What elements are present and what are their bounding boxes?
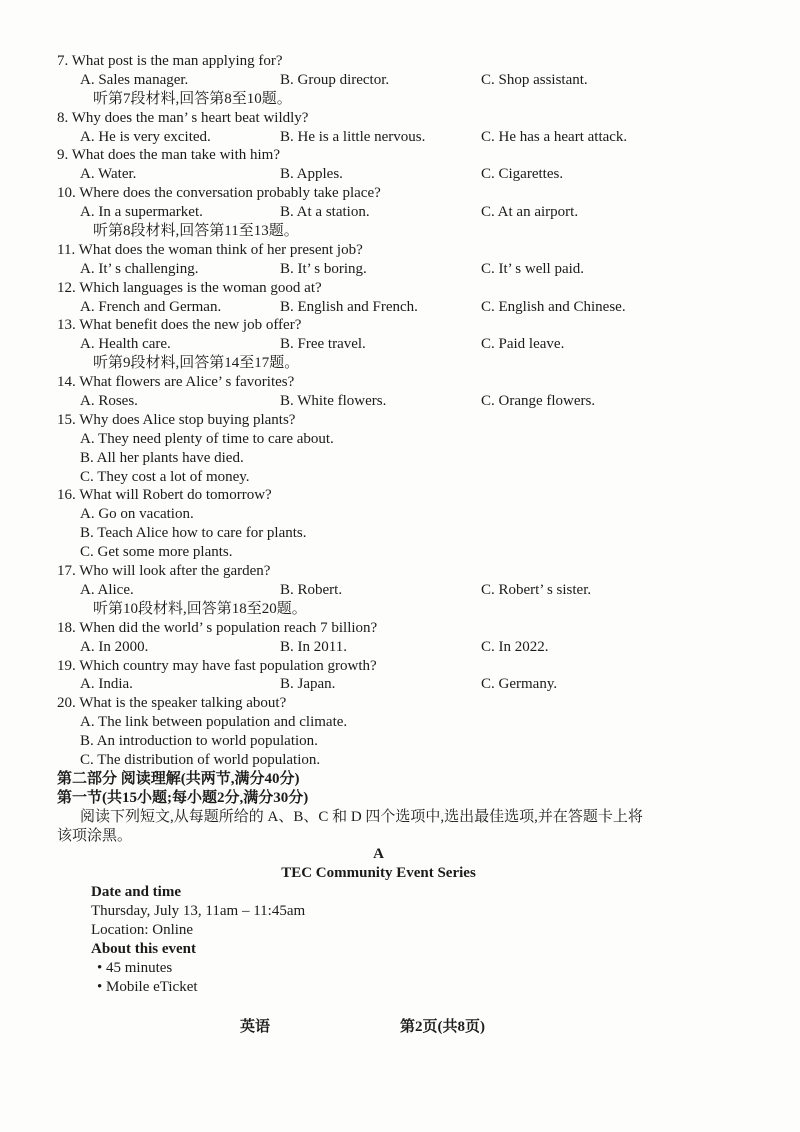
question-9-option-b: B. Apples. xyxy=(280,166,343,183)
question-stem xyxy=(0,411,800,430)
question-9-option-c: C. Cigarettes. xyxy=(481,166,564,183)
date-value: Thursday, July 13, 11am – 11:45am xyxy=(91,903,306,920)
question-18-option-a: A. In 2000. xyxy=(80,638,149,655)
question-18-option-c: C. In 2022. xyxy=(481,638,549,655)
question-11-stem: 11. What does the woman think of her present job? xyxy=(57,241,363,258)
question-11-option-a: A. It’ s challenging. xyxy=(80,260,199,277)
question-15-option-a: A. They need plenty of time to care about. xyxy=(80,430,334,447)
question-8-option-c: C. He has a heart attack. xyxy=(481,128,628,145)
question-stem xyxy=(0,279,800,298)
question-stem xyxy=(0,241,800,260)
question-13-option-c: C. Paid leave. xyxy=(481,336,565,353)
question-18-stem: 18. When did the world’ s population reach 7 billion? xyxy=(57,619,378,636)
date-heading: Date and time xyxy=(91,884,181,901)
directions-text-2: 该项涂黑。 xyxy=(57,827,133,844)
part-two-heading-line xyxy=(0,770,800,789)
question-stem xyxy=(0,373,800,392)
listening-instruction xyxy=(0,222,800,241)
listening-instruction xyxy=(0,90,800,109)
option-row xyxy=(0,260,800,279)
listening-instruction xyxy=(0,354,800,373)
passage-title-line xyxy=(0,864,800,883)
question-12-option-b: B. English and French. xyxy=(280,298,418,315)
option-row xyxy=(0,203,800,222)
question-16-option-c: C. Get some more plants. xyxy=(80,544,233,561)
question-15-option-c: C. They cost a lot of money. xyxy=(80,468,250,485)
location-line xyxy=(0,921,800,940)
question-8-option-b: B. He is a little nervous. xyxy=(280,128,426,145)
bullet-line xyxy=(0,959,800,978)
bullet-item: • Mobile eTicket xyxy=(97,978,198,997)
option-row xyxy=(0,165,800,184)
option-row xyxy=(0,71,800,90)
option-line xyxy=(0,732,800,751)
question-14-option-c: C. Orange flowers. xyxy=(481,393,596,410)
option-row xyxy=(0,392,800,411)
question-20-option-b: B. An introduction to world population. xyxy=(80,733,318,750)
question-16-stem: 16. What will Robert do tomorrow? xyxy=(57,487,272,504)
question-stem xyxy=(0,562,800,581)
option-line xyxy=(0,543,800,562)
bullet-line xyxy=(0,978,800,997)
question-16-option-a: A. Go on vacation. xyxy=(80,506,194,523)
question-15-option-b: B. All her plants have died. xyxy=(80,449,244,466)
section-one-heading: 第一节(共15小题;每小题2分,满分30分) xyxy=(57,789,309,806)
question-stem xyxy=(0,52,800,71)
question-9-stem: 9. What does the man take with him? xyxy=(57,147,281,164)
instruction-material-7: 听第7段材料,回答第8至10题。 xyxy=(93,90,292,107)
listening-instruction xyxy=(0,600,800,619)
question-13-stem: 13. What benefit does the new job offer? xyxy=(57,317,302,334)
question-8-stem: 8. Why does the man’ s heart beat wildly? xyxy=(57,109,309,126)
question-20-option-a: A. The link between population and climate. xyxy=(80,714,348,731)
option-row xyxy=(0,298,800,317)
question-17-stem: 17. Who will look after the garden? xyxy=(57,563,271,580)
question-11-option-b: B. It’ s boring. xyxy=(280,260,367,277)
question-17-option-a: A. Alice. xyxy=(80,581,134,598)
question-13-option-b: B. Free travel. xyxy=(280,336,366,353)
question-stem xyxy=(0,146,800,165)
part-two-heading: 第二部分 阅读理解(共两节,满分40分) xyxy=(57,770,300,787)
option-line xyxy=(0,713,800,732)
passage-title: TEC Community Event Series xyxy=(281,865,476,882)
option-line xyxy=(0,751,800,770)
question-20-option-c: C. The distribution of world population. xyxy=(80,751,321,768)
date-value-line xyxy=(0,902,800,921)
section-one-line xyxy=(0,789,800,808)
question-10-option-b: B. At a station. xyxy=(280,204,370,221)
question-19-option-a: A. India. xyxy=(80,676,133,693)
passage-label-line xyxy=(0,845,800,864)
passage-label: A xyxy=(373,846,384,863)
option-line xyxy=(0,468,800,487)
page-body xyxy=(0,52,800,997)
option-line xyxy=(0,524,800,543)
question-10-option-c: C. At an airport. xyxy=(481,204,579,221)
option-line xyxy=(0,430,800,449)
question-18-option-b: B. In 2011. xyxy=(280,638,347,655)
question-stem xyxy=(0,486,800,505)
question-14-option-b: B. White flowers. xyxy=(280,393,387,410)
option-row xyxy=(0,638,800,657)
question-10-option-a: A. In a supermarket. xyxy=(80,204,203,221)
question-12-stem: 12. Which languages is the woman good at? xyxy=(57,279,322,296)
question-stem xyxy=(0,109,800,128)
question-stem xyxy=(0,657,800,676)
question-stem xyxy=(0,619,800,638)
directions-line xyxy=(0,827,800,846)
location: Location: Online xyxy=(91,921,194,938)
about-heading-line xyxy=(0,940,800,959)
question-8-option-a: A. He is very excited. xyxy=(80,128,211,145)
question-stem xyxy=(0,316,800,335)
question-7-option-b: B. Group director. xyxy=(280,71,390,88)
option-row xyxy=(0,335,800,354)
date-heading-line xyxy=(0,883,800,902)
directions-line xyxy=(0,808,800,827)
directions-text-1: 阅读下列短文,从每题所给的 A、B、C 和 D 四个选项中,选出最佳选项,并在答题卡上将 xyxy=(80,808,643,825)
question-15-stem: 15. Why does Alice stop buying plants? xyxy=(57,411,296,428)
question-12-option-a: A. French and German. xyxy=(80,298,222,315)
option-row xyxy=(0,128,800,147)
instruction-material-8: 听第8段材料,回答第11至13题。 xyxy=(93,223,299,240)
question-9-option-a: A. Water. xyxy=(80,166,137,183)
question-17-option-c: C. Robert’ s sister. xyxy=(481,581,592,598)
bullet-item: • 45 minutes xyxy=(97,959,172,978)
footer-page-number: 第2页(共8页) xyxy=(400,1019,485,1035)
option-line xyxy=(0,449,800,468)
option-line xyxy=(0,505,800,524)
option-row xyxy=(0,581,800,600)
question-7-stem: 7. What post is the man applying for? xyxy=(57,53,283,69)
page-footer xyxy=(0,1015,800,1035)
question-10-stem: 10. Where does the conversation probably take place? xyxy=(57,185,381,202)
question-12-option-c: C. English and Chinese. xyxy=(481,298,626,315)
instruction-material-9: 听第9段材料,回答第14至17题。 xyxy=(93,355,300,372)
question-stem xyxy=(0,694,800,713)
question-16-option-b: B. Teach Alice how to care for plants. xyxy=(80,525,307,542)
about-heading: About this event xyxy=(91,940,197,957)
question-17-option-b: B. Robert. xyxy=(280,581,343,598)
question-20-stem: 20. What is the speaker talking about? xyxy=(57,695,287,712)
question-13-option-a: A. Health care. xyxy=(80,336,171,353)
question-19-option-b: B. Japan. xyxy=(280,676,336,693)
question-14-option-a: A. Roses. xyxy=(80,393,138,410)
footer-subject: 英语 xyxy=(240,1019,271,1035)
question-7-option-c: C. Shop assistant. xyxy=(481,71,588,88)
question-11-option-c: C. It’ s well paid. xyxy=(481,260,585,277)
question-7-option-a: A. Sales manager. xyxy=(80,71,189,88)
question-stem xyxy=(0,184,800,203)
question-14-stem: 14. What flowers are Alice’ s favorites? xyxy=(57,374,295,391)
question-19-option-c: C. Germany. xyxy=(481,676,558,693)
instruction-material-10: 听第10段材料,回答第18至20题。 xyxy=(93,600,307,617)
question-19-stem: 19. Which country may have fast population growth? xyxy=(57,657,377,674)
option-row xyxy=(0,675,800,694)
